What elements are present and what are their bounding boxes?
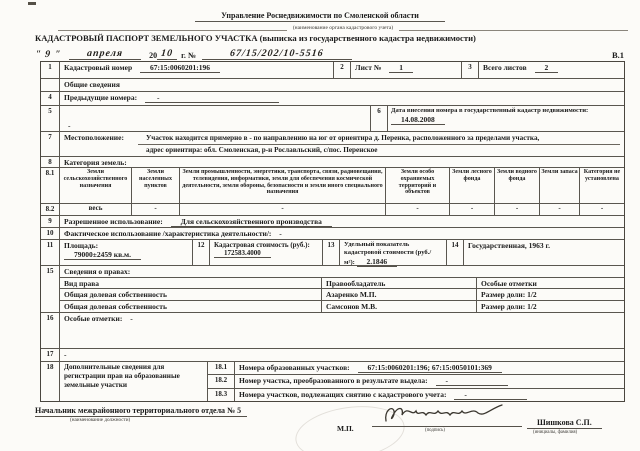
main-table [40,61,625,402]
scan-artifact [28,2,36,5]
month-handwritten: апреля [86,47,124,59]
rights-header-type: Вид права [60,278,322,288]
row-num-3: 3 [461,62,479,78]
row-num-18-2: 18.2 [208,375,235,387]
rights-block [60,266,624,312]
specific-cost-cell [340,240,446,265]
total-sheets-value: 2 [535,63,559,73]
position-caption: (наименование должности) [70,416,131,423]
special-notes-value: - [130,313,133,323]
actual-use-label: Фактическое использование /характеристика деятельности/: [64,228,272,238]
org-caption-row [58,23,628,31]
row-num-1: 1 [41,62,60,78]
additional-info-subrows [208,362,624,401]
general-info-label: Общие сведения [64,79,120,89]
row-actual-use [41,227,624,239]
row-num-8-2: 8.2 [41,204,60,215]
row-num-14: 14 [446,240,464,265]
row-17 [41,348,624,361]
doc-number-handwritten: 67/15/202/10-5516 [229,47,325,59]
official-position: Начальник межрайонного территориального отдела № 5 [35,406,247,417]
area-label: Площадь: [64,240,99,250]
right-share-2: Размер доли: 1/2 [481,301,537,311]
location-text [134,132,624,156]
row-category-headers [41,167,624,203]
category-col-water: Земли водного фонда [495,168,540,203]
cadastral-number-label: Кадастровый номер [64,62,133,72]
location-label: Местоположение: [64,132,124,142]
category-val-4: - [450,204,495,215]
row-5-value: - [68,120,71,130]
system-cell: Государственная, 1963 г. [468,240,550,250]
row-permitted-use [41,215,624,227]
specific-cost-value: 2.1846 [357,257,398,267]
previous-numbers-cell [60,92,624,105]
right-share-1: Размер доли: 1/2 [481,289,537,299]
row-num-12: 12 [192,240,210,265]
row-num-17: 17 [41,349,60,361]
actual-use-cell [60,228,624,239]
seal-placeholder: М.П. [337,423,354,433]
rights-header-row [60,277,624,288]
row-num-5: 5 [41,106,60,131]
row-num-6: 6 [370,106,388,131]
permitted-use-value: Для сельскохозяйственного производства [171,217,332,227]
number-prefix: г. № [181,50,196,60]
subrow-18-1 [208,362,624,374]
formed-parcels-label: Номера образованных участков: [239,362,350,372]
date-line [35,45,628,60]
row-general-info [41,78,624,91]
special-notes-cell [60,313,624,348]
cadastral-number-value: 67:15:0060201:196 [140,63,220,73]
row-num-13: 13 [322,240,340,265]
formed-parcels-value: 67:15:0060201:196; 67:15:0050101:369 [358,363,502,373]
row-5-and-date-entered [41,105,624,131]
category-val-7: - [600,203,604,212]
row-num-8-1: 8.1 [41,168,60,203]
right-holder-2: Самсонов М.В. [322,301,477,312]
row-num-15: 15 [41,266,60,312]
permitted-use-cell [60,216,624,227]
category-val-6: - [540,204,580,215]
row-category-values [41,203,624,215]
sheet-label: Лист № [355,62,382,72]
row-location [41,131,624,156]
additional-info-label: Дополнительные сведения для регистрации прав на образованные земельные участки [60,362,208,401]
row-special-notes [41,312,624,348]
form-code: В.1 [611,49,624,60]
transformed-parcel-label: Номер участка, преобразованного в результате выдела: [239,376,428,386]
row-num-9: 9 [41,216,60,227]
previous-numbers-label: Предыдущие номера: [64,92,138,102]
rights-label: Сведения о правах: [64,266,131,276]
cadastral-cost-label: Кадастровая стоимость (руб.): [214,240,310,249]
row-num-4: 4 [41,92,60,105]
year-century: 20 [149,50,158,60]
category-col-industry: Земли промышленности, энергетики, транспорта, связи, радиовещания, телевидения, информатики, земли для обеспечения космической деятельности, земли обороны, безопасности и земли иного специального назначения [180,168,386,203]
rule-right [399,24,628,31]
row-area-and-value [41,239,624,265]
subrow-18-3 [208,388,624,401]
removed-parcels-label: Номера участков, подлежащих снятию с кадастрового учета: [239,389,447,399]
signature-scribble [380,403,510,427]
org-name: Управление Роснедвижимости по Смоленской области [195,11,445,22]
rights-header-notes: Особые отметки [481,278,537,288]
rights-header-holder: Правообладатель [322,278,477,288]
row-rights [41,265,624,312]
signature-line [372,426,522,427]
area-value: 79000±2459 кв.м. [64,250,141,260]
year-handwritten: 10 [160,47,174,59]
cadastral-cost-value: 172583.4000 [214,249,271,258]
row-num-2: 2 [333,62,351,78]
cadastral-cost-cell [210,240,322,265]
removed-parcels-value: - [454,390,527,400]
actual-use-value: - [279,228,282,238]
right-holder-1: Азаренко М.П. [322,289,477,300]
category-val-1: - [132,204,180,215]
rights-row-2 [60,300,624,312]
rights-row-1 [60,288,624,300]
transformed-parcel-value: - [436,376,509,386]
category-col-agricultural: Земли сельскохозяйственного назначения [60,168,132,203]
category-val-5: - [495,204,540,215]
total-sheets-cell [479,62,624,78]
cadastral-number-cell [60,62,333,78]
location-line1: Участок находится примерно в - по направлению на юг от ориентира д. Перенка, расположенного за пределами участка, [138,133,620,145]
row-cadastral-number [41,62,624,78]
row-additional-info [41,361,624,401]
document-title: КАДАСТРОВЫЙ ПАСПОРТ ЗЕМЕЛЬНОГО УЧАСТКА (выписка из государственного кадастра недвижимости) [35,33,476,43]
category-val-2: - [180,204,386,215]
row-num-18: 18 [41,362,60,401]
row-num-11: 11 [41,240,60,265]
row-num-18-1: 18.1 [208,362,235,374]
signature-caption: (подпись) [425,427,445,433]
row-17-value: - [64,349,67,359]
specific-cost-label: Удельный показатель кадастровой стоимости (руб./м²): [344,240,432,267]
category-val-3: - [386,204,450,215]
org-header [0,0,640,23]
row-previous-numbers [41,91,624,105]
category-col-settlements: Земли населенных пунктов [132,168,180,203]
date-entered-cell [388,106,624,131]
day-handwritten: " 9 " [34,48,62,60]
row-num-18-3: 18.3 [208,389,235,401]
right-type-2: Общая долевая собственность [60,301,322,312]
total-sheets-label: Всего листов [483,62,527,72]
area-cell [60,240,192,265]
land-category-label: Категория земель: [64,157,127,167]
rule-left [58,24,287,31]
signature-block [0,405,640,451]
category-val-0: весь [60,204,132,215]
category-col-not-set: Категория не установлена [583,168,621,182]
row-num-16: 16 [41,313,60,348]
row-num-10: 10 [41,228,60,239]
location-line2: адрес ориентира: обл. Смоленская, р-н Рославльский, с/пос. Перенское [146,146,378,155]
date-entered-label: Дата внесения номера в государственный кадастр недвижимости: [391,106,589,114]
sheet-value: 1 [389,63,413,73]
permitted-use-label: Разрешенное использование: [64,216,163,226]
transformed-parcel-cell [235,375,624,387]
right-type-1: Общая долевая собственность [60,289,322,300]
row-num-7: 7 [41,132,60,156]
formed-parcels-cell [235,362,624,374]
category-col-protected: Земли особо охраняемых территорий и объектов [386,168,450,203]
name-caption: (инициалы, фамилия) [533,429,578,435]
previous-numbers-value: - [145,93,280,103]
row-num-empty [41,79,60,91]
row-num-8: 8 [41,157,60,167]
row-land-category [41,156,624,167]
category-col-reserve: Земли запаса [540,168,580,203]
category-col-forest: Земли лесного фонда [450,168,495,203]
date-entered-value: 14.08.2008 [391,115,445,125]
special-notes-label: Особые отметки: [64,313,123,323]
sheet-cell [351,62,461,78]
subrow-18-2 [208,374,624,387]
removed-parcels-cell [235,389,624,401]
official-name: Шишкова С.П. [527,418,602,429]
org-caption: (наименование органа кадастрового учета) [292,25,394,31]
